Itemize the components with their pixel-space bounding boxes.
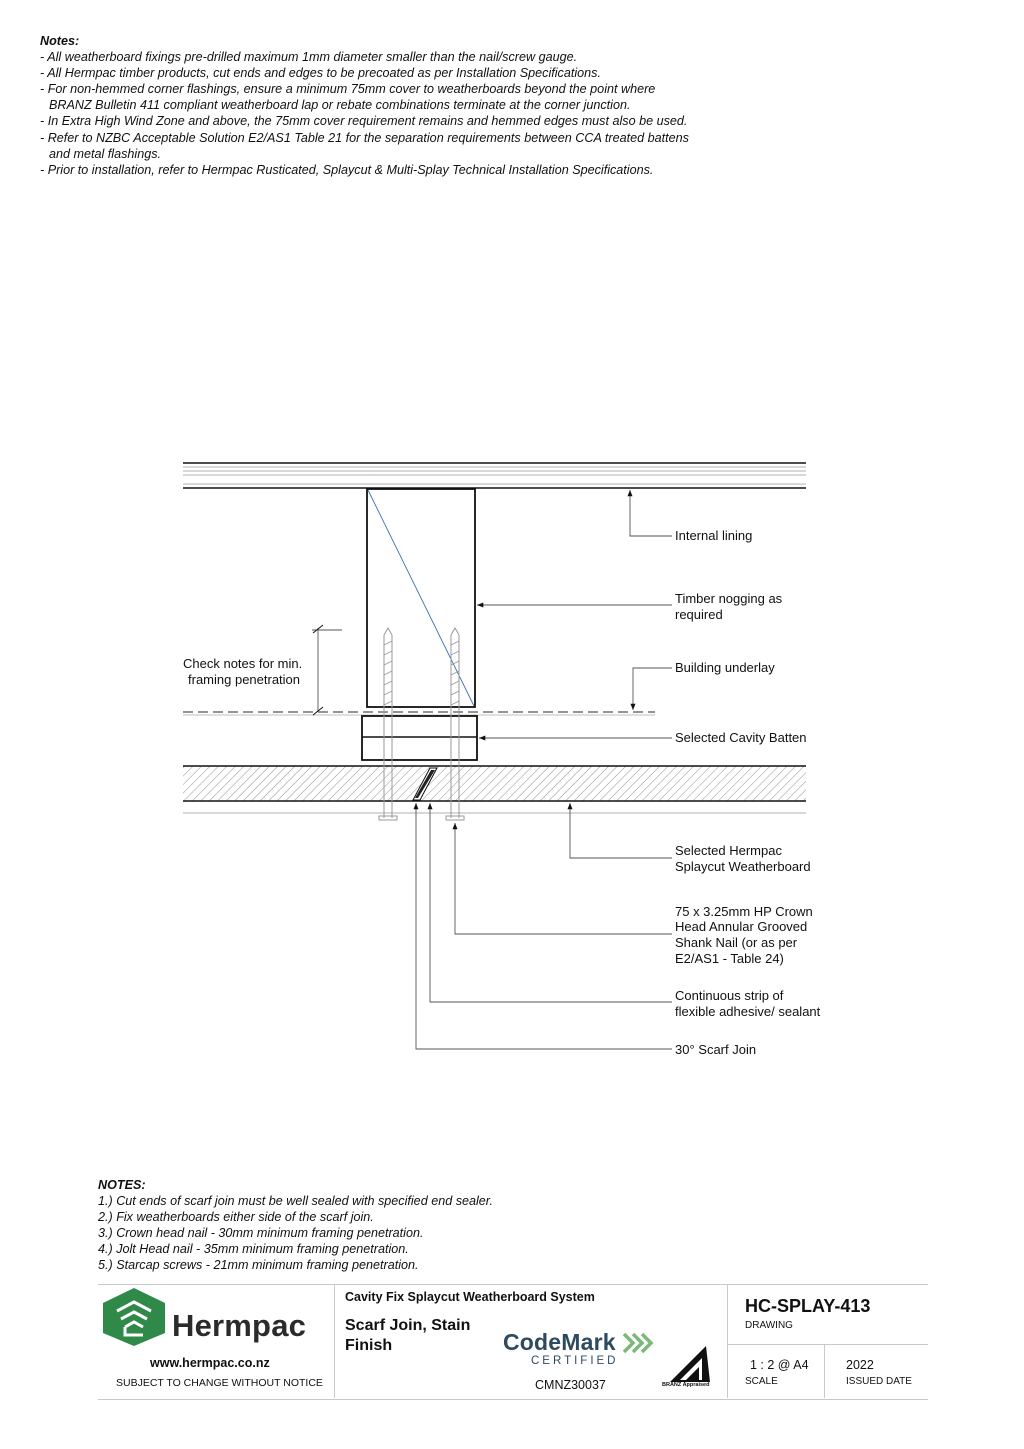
label-internal-lining: Internal lining (675, 528, 753, 543)
splaycut-weatherboard (183, 766, 806, 813)
label-weatherboard: Splaycut Weatherboard (675, 859, 811, 874)
detail-note-item: 5.) Starcap screws - 21mm minimum framing penetration. (98, 1258, 419, 1273)
cavity-batten (362, 716, 477, 760)
issued-date-value: 2022 (846, 1358, 874, 1372)
internal-lining (183, 463, 806, 488)
brand-name: Hermpac (172, 1308, 307, 1343)
general-note-item: - For non-hemmed corner flashings, ensure a minimum 75mm cover to weatherboards beyond the point where BRANZ Bulletin 411 compliant weatherboard lap or rebate combinations terminate at the corner junction. (40, 82, 659, 113)
title-block-divider (727, 1284, 728, 1398)
building-underlay (183, 712, 655, 715)
detail-notes (98, 1177, 698, 1274)
label-weatherboard: Selected Hermpac (675, 843, 782, 858)
drawing-number: HC-SPLAY-413 (745, 1296, 871, 1316)
label-timber-nogging: required (675, 607, 723, 622)
detail-note-item: 1.) Cut ends of scarf join must be well sealed with specified end sealer. (98, 1194, 494, 1209)
branz-logo-icon (668, 1344, 712, 1384)
leader-sealant (430, 803, 672, 1002)
label-nail: E2/AS1 - Table 24) (675, 951, 784, 966)
label-sealant: flexible adhesive/ sealant (675, 1004, 821, 1019)
subject-notice: SUBJECT TO CHANGE WITHOUT NOTICE (116, 1377, 323, 1389)
codemark-logo: CodeMark (503, 1329, 616, 1355)
website-link[interactable]: www.hermpac.co.nz (150, 1356, 270, 1370)
codemark-number: CMNZ30037 (535, 1378, 606, 1392)
check-notes-label: Check notes for min. (183, 656, 303, 671)
label-timber-nogging: Timber nogging as (675, 591, 783, 606)
label-nail: 75 x 3.25mm HP Crown (675, 904, 813, 919)
title-block-divider (334, 1284, 335, 1398)
title-block-divider (727, 1344, 928, 1345)
general-note-item: - In Extra High Wind Zone and above, the 75mm cover requirement remains and hemmed edges must also be used. (40, 114, 688, 129)
detail-title: Scarf Join, Stain Finish (345, 1317, 471, 1354)
hermpac-logo-icon (100, 1287, 168, 1347)
general-notes-title: Notes: (40, 34, 80, 48)
label-building-underlay: Building underlay (675, 660, 775, 675)
scale-label: SCALE (745, 1376, 778, 1387)
check-notes-label: framing penetration (188, 672, 301, 687)
general-note-item: - All weatherboard fixings pre-drilled maximum 1mm diameter smaller than the nail/screw gauge. (40, 50, 578, 65)
title-block-divider (824, 1344, 825, 1398)
codemark-certified: CERTIFIED (531, 1355, 619, 1367)
general-note-item: - All Hermpac timber products, cut ends and edges to be precoated as per Installation Specifications. (40, 66, 601, 81)
detail-note-item: 4.) Jolt Head nail - 35mm minimum framing penetration. (98, 1242, 409, 1257)
general-note-item: - Refer to NZBC Acceptable Solution E2/AS1 Table 21 for the separation requirements between CCA treated battens and metal flashings. (40, 130, 693, 161)
penetration-dimension (312, 625, 342, 715)
general-note-item: - Prior to installation, refer to Hermpac Rusticated, Splaycut & Multi-Splay Technical Installation Specifications. (40, 162, 654, 177)
label-nail: Head Annular Grooved (675, 919, 808, 934)
issued-date-label: ISSUED DATE (846, 1376, 912, 1387)
leader-internal-lining (630, 490, 672, 536)
scale-value: 1 : 2 @ A4 (750, 1358, 809, 1372)
system-title: Cavity Fix Splaycut Weatherboard System (345, 1290, 595, 1304)
label-nail: Shank Nail (or as per (675, 935, 798, 950)
drawing-label: DRAWING (745, 1320, 793, 1331)
label-sealant: Continuous strip of (675, 988, 784, 1003)
branz-appraised: BRANZ Appraised (662, 1382, 710, 1388)
codemark-chevrons-icon (622, 1332, 654, 1354)
label-scarf-join: 30° Scarf Join (675, 1042, 757, 1057)
leader-nail (455, 823, 672, 934)
detail-notes-title: NOTES: (98, 1178, 146, 1192)
leader-scarf-join (416, 803, 672, 1049)
detail-note-item: 3.) Crown head nail - 30mm minimum framing penetration. (98, 1226, 424, 1241)
label-cavity-batten: Selected Cavity Batten (675, 730, 807, 745)
detail-note-item: 2.) Fix weatherboards either side of the scarf join. (98, 1210, 374, 1225)
leader-building-underlay (633, 668, 672, 710)
leader-weatherboard (570, 803, 672, 858)
